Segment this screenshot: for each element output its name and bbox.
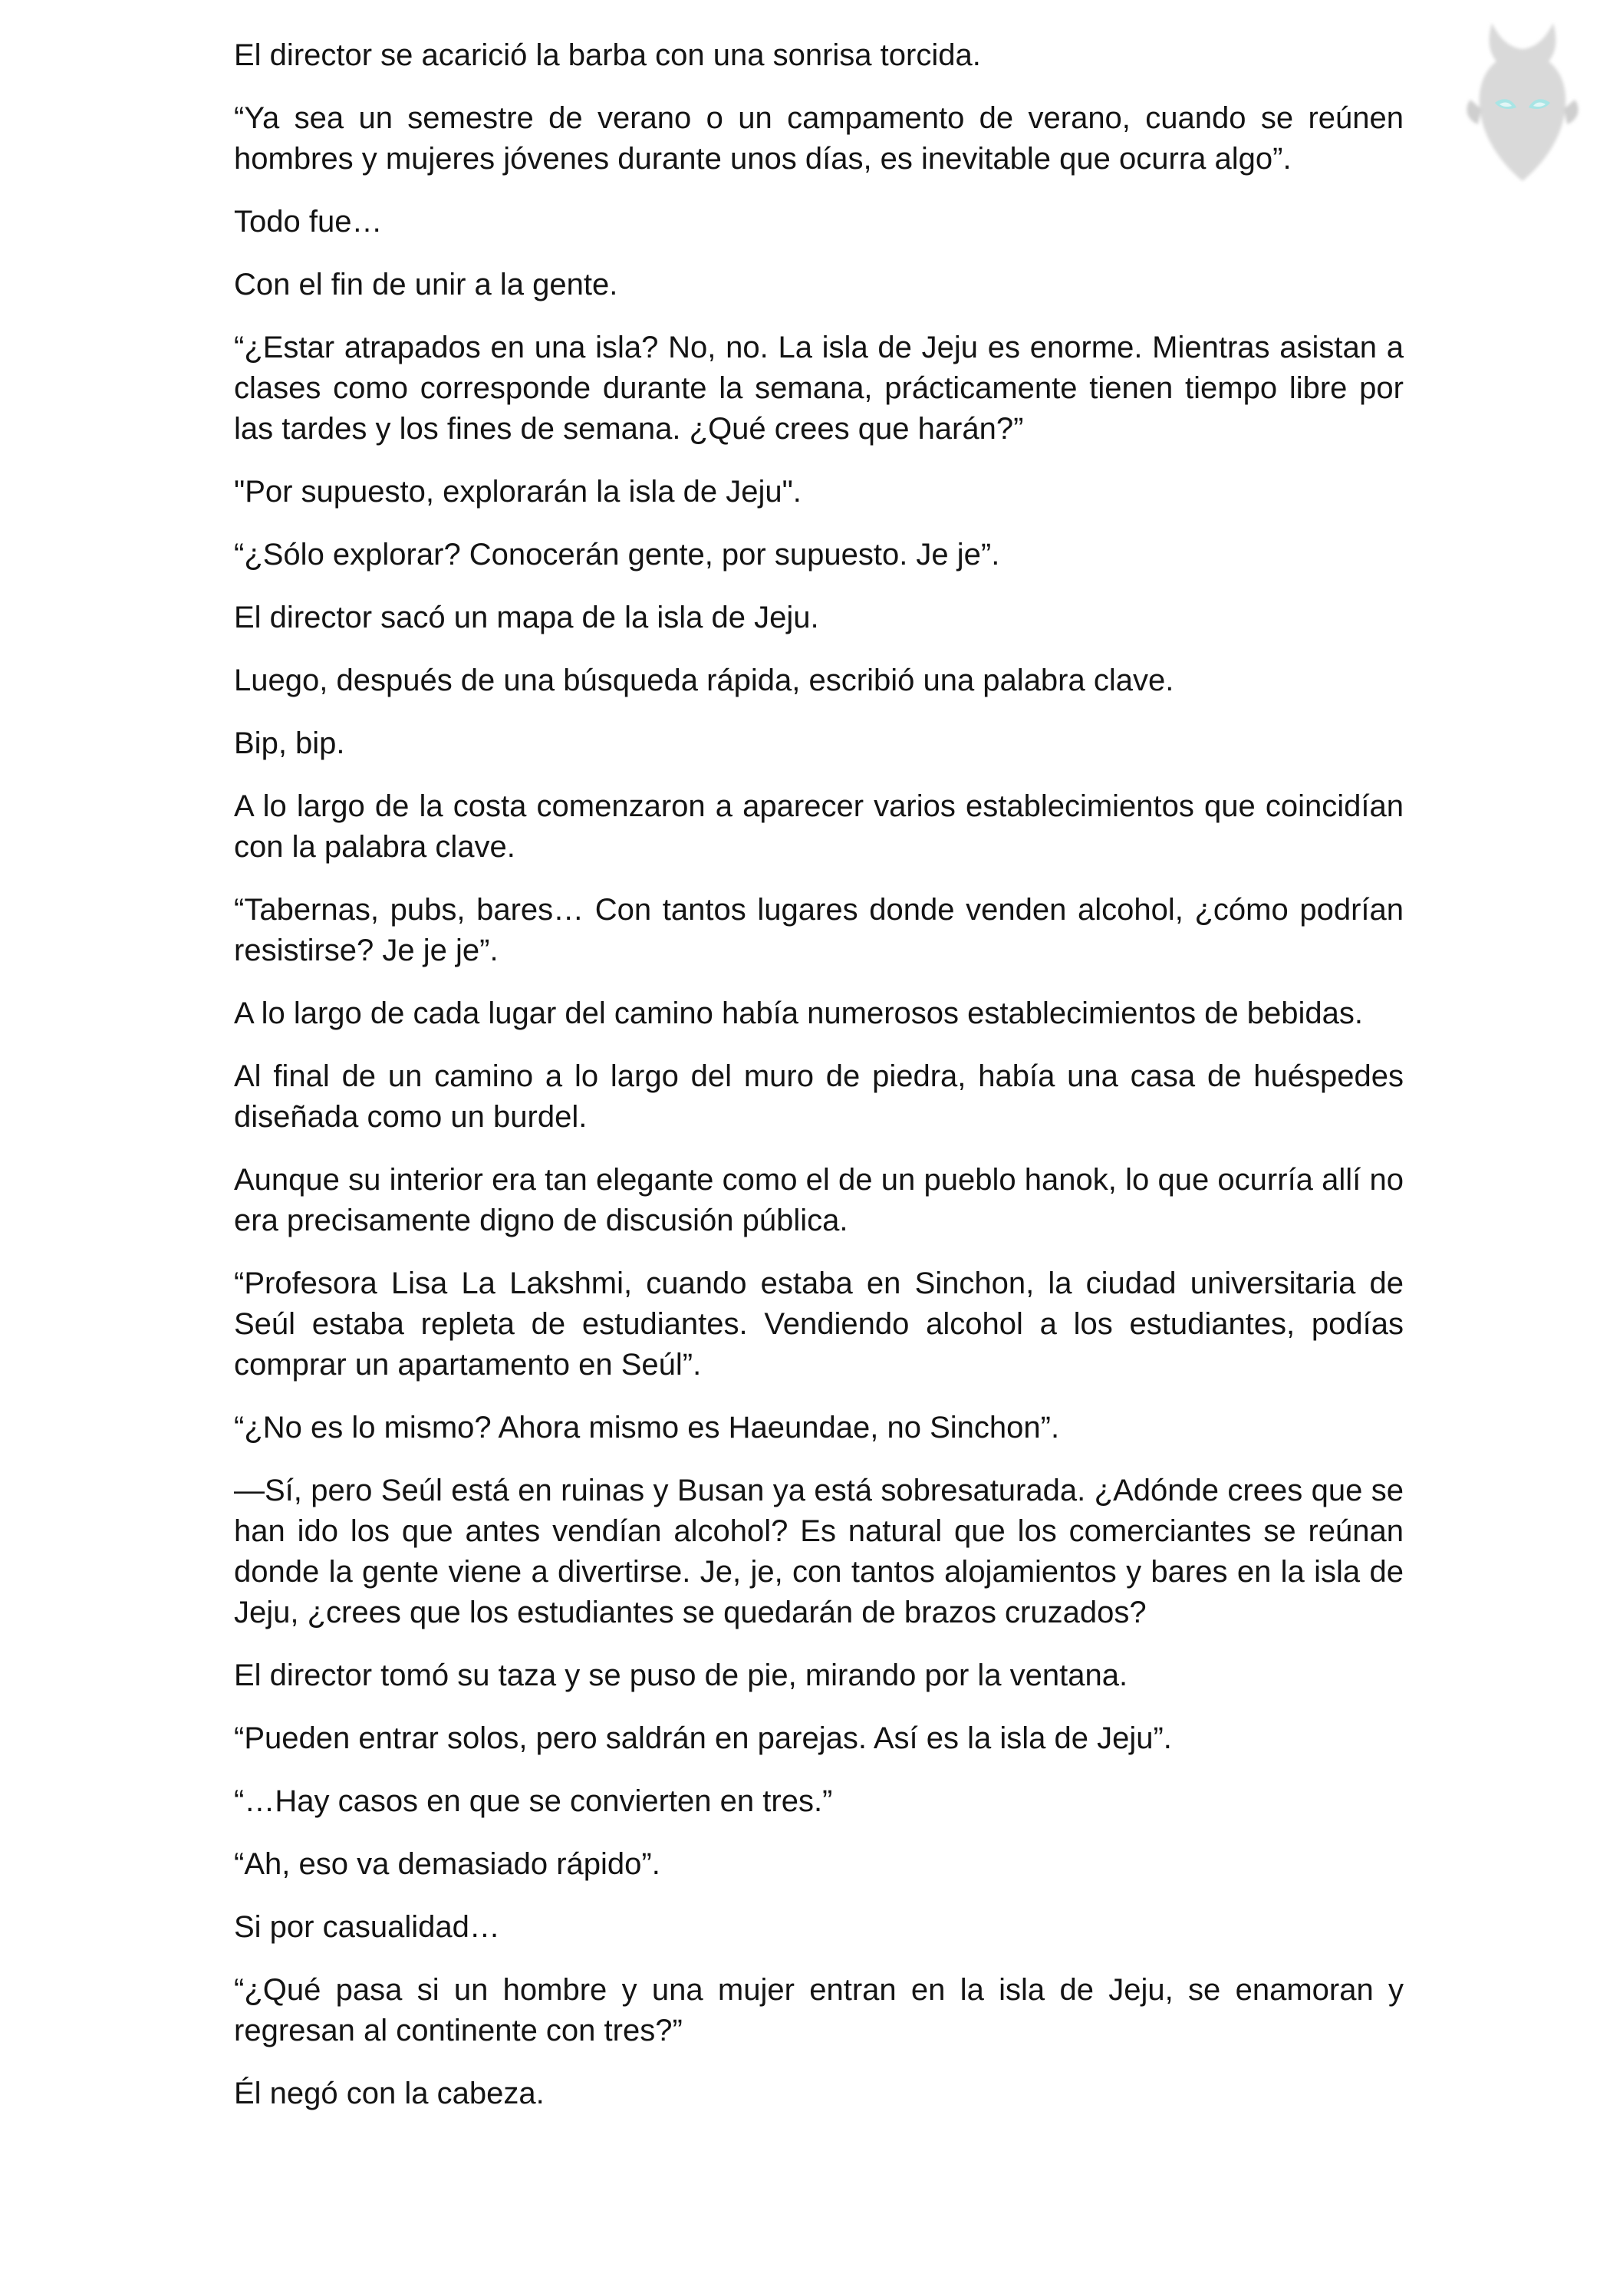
paragraph: “…Hay casos en que se convierten en tres.”	[234, 1784, 833, 1818]
paragraph: “Profesora Lisa La Lakshmi, cuando estaba en Sinchon, la ciudad universitaria de Seúl estaba repleta de estudiantes. Vendiendo alcohol a los estudiantes, podías comprar un apartamento en Seúl”.	[234, 1267, 1404, 1382]
paragraph: El director tomó su taza y se puso de pie, mirando por la ventana.	[234, 1659, 1128, 1692]
document-body	[234, 35, 1404, 2136]
paragraph: “Ah, eso va demasiado rápido”.	[234, 1847, 660, 1881]
paragraph: Si por casualidad…	[234, 1910, 500, 1944]
paragraph: Aunque su interior era tan elegante como el de un pueblo hanok, lo que ocurría allí no era precisamente digno de discusión pública.	[234, 1163, 1404, 1237]
paragraph: “¿No es lo mismo? Ahora mismo es Haeundae, no Sinchon”.	[234, 1411, 1060, 1444]
paragraph: Todo fue…	[234, 205, 383, 239]
paragraph: Con el fin de unir a la gente.	[234, 268, 618, 301]
paragraph: El director sacó un mapa de la isla de Jeju.	[234, 601, 819, 634]
paragraph: “¿Sólo explorar? Conocerán gente, por supuesto. Je je”.	[234, 538, 1000, 572]
paragraph: A lo largo de cada lugar del camino había numerosos establecimientos de bebidas.	[234, 996, 1364, 1030]
paragraph: “Pueden entrar solos, pero saldrán en parejas. Así es la isla de Jeju”.	[234, 1721, 1172, 1755]
paragraph: A lo largo de la costa comenzaron a aparecer varios establecimientos que coincidían con la palabra clave.	[234, 789, 1404, 864]
paragraph: —Sí, pero Seúl está en ruinas y Busan ya está sobresaturada. ¿Adónde crees que se han ido los que antes vendían alcohol? Es natural que los comerciantes se reúnan donde la gente viene a divertirse. Je, je, con tantos alojamientos y bares en la isla de Jeju, ¿crees que los estudiantes se quedarán de brazos cruzados?	[234, 1474, 1404, 1629]
paragraph: Luego, después de una búsqueda rápida, escribió una palabra clave.	[234, 664, 1174, 697]
paragraph: Al final de un camino a lo largo del muro de piedra, había una casa de huéspedes diseñada como un burdel.	[234, 1059, 1404, 1134]
paragraph: “Ya sea un semestre de verano o un campamento de verano, cuando se reúnen hombres y mujeres jóvenes durante unos días, es inevitable que ocurra algo”.	[234, 101, 1404, 176]
paragraph: “Tabernas, pubs, bares… Con tantos lugares donde venden alcohol, ¿cómo podrían resistirse? Je je je”.	[234, 893, 1404, 967]
paragraph: “¿Estar atrapados en una isla? No, no. La isla de Jeju es enorme. Mientras asistan a clases como corresponde durante la semana, prácticamente tienen tiempo libre por las tardes y los fines de semana. ¿Qué crees que harán?”	[234, 331, 1404, 446]
paragraph: Él negó con la cabeza.	[234, 2077, 545, 2110]
paragraph: El director se acarició la barba con una sonrisa torcida.	[234, 38, 981, 72]
paragraph: “¿Qué pasa si un hombre y una mujer entran en la isla de Jeju, se enamoran y regresan al continente con tres?”	[234, 1973, 1404, 2047]
paragraph: Bip, bip.	[234, 726, 345, 760]
paragraph: "Por supuesto, explorarán la isla de Jeju".	[234, 475, 802, 509]
demon-head-icon	[1461, 17, 1584, 186]
